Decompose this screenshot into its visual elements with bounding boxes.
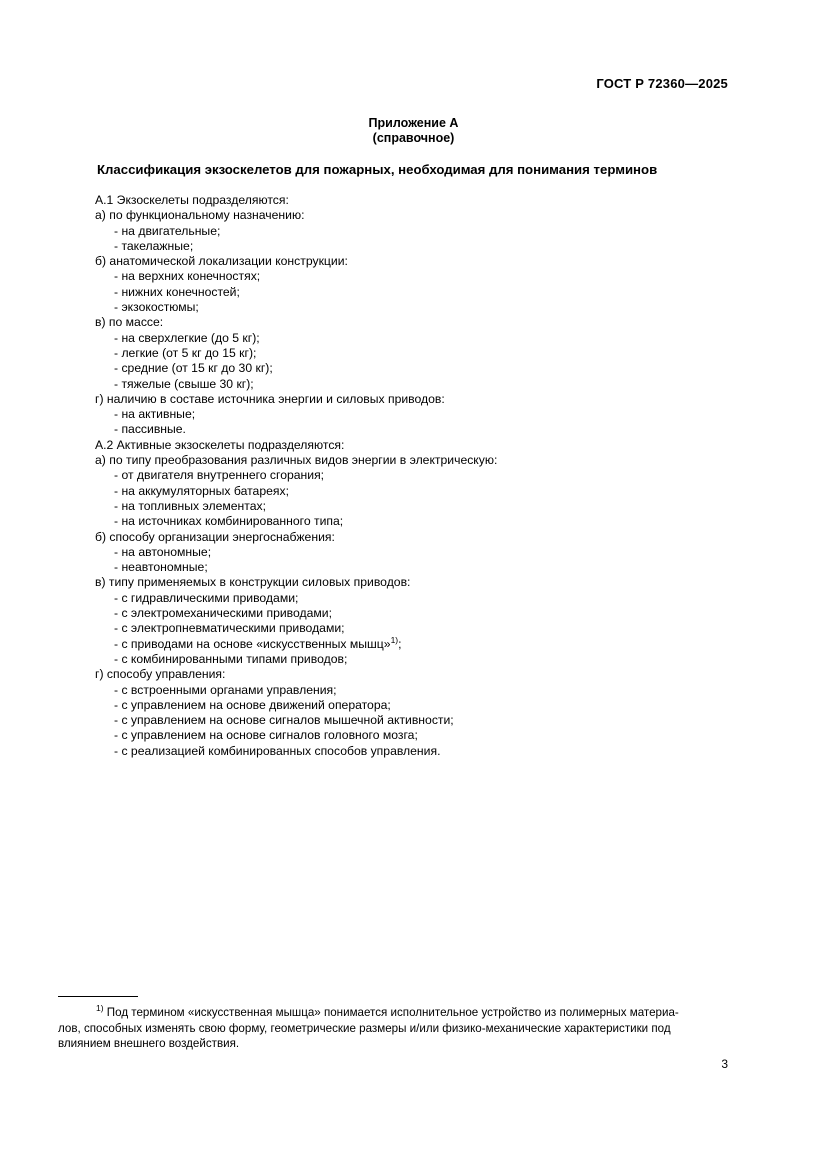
list-item <box>95 514 735 529</box>
list-item-text: - с встроенными органами управления; <box>114 682 337 697</box>
list-item-text: - с управлением на основе движений оператора; <box>114 697 391 712</box>
list-item-heading <box>95 254 735 269</box>
footnote-text-2: лов, способных изменять свою форму, геометрические размеры и/или физико-механические характеристики под <box>58 1021 671 1035</box>
list-item-heading <box>95 453 735 468</box>
list-item-text: - на сверхлегкие (до 5 кг); <box>114 330 260 345</box>
list-item-heading <box>95 208 735 223</box>
list-item <box>95 698 735 713</box>
list-item-heading <box>95 575 735 590</box>
list-item <box>95 346 735 361</box>
list-item <box>95 468 735 483</box>
list-item <box>95 331 735 346</box>
list-item <box>95 300 735 315</box>
footnote-text-3: влиянием внешнего воздействия. <box>58 1037 240 1050</box>
list-item <box>95 713 735 728</box>
document-code: ГОСТ Р 72360—2025 <box>596 76 728 91</box>
list-item <box>95 361 735 376</box>
list-item-text: - неавтономные; <box>114 560 208 575</box>
list-item-text: - на верхних конечностях; <box>114 269 261 284</box>
list-item <box>95 269 735 284</box>
list-item-text: - такелажные; <box>114 238 194 253</box>
appendix-heading <box>0 116 827 146</box>
list-item <box>95 239 735 254</box>
list-item-text: - на топливных элементах; <box>114 498 266 513</box>
list-item-text: г) наличию в составе источника энергии и силовых приводов: <box>95 391 445 406</box>
section-title: Классификация экзоскелетов для пожарных, необходимая для понимания терминов <box>97 162 658 177</box>
page-number: 3 <box>721 1057 728 1071</box>
list-item <box>95 285 735 300</box>
appendix-subtitle: (справочное) <box>372 131 455 145</box>
list-item <box>95 744 735 759</box>
list-item-text: - с управлением на основе сигналов головного мозга; <box>114 728 418 743</box>
list-item <box>95 728 735 743</box>
list-item-text: г) способу управления: <box>95 667 226 682</box>
list-item-text: - экзокостюмы; <box>114 300 199 315</box>
list-item-text: в) типу применяемых в конструкции силовых приводов: <box>95 575 411 590</box>
list-item-text: - с приводами на основе «искусственных мышц» <box>114 636 391 651</box>
list-item <box>95 652 735 667</box>
list-item-text: - с комбинированными типами приводов; <box>114 651 348 666</box>
list-item-heading <box>95 315 735 330</box>
footnote-text-1: Под термином «искусственная мышца» понимается исполнительное устройство из полимерных материа- <box>106 1006 679 1019</box>
list-item-text: - с электропневматическими приводами; <box>114 621 345 636</box>
list-item-heading <box>95 530 735 545</box>
classification-list <box>95 193 735 759</box>
list-item <box>95 683 735 698</box>
list-item-heading <box>95 667 735 682</box>
list-item-text: - нижних конечностей; <box>114 284 240 299</box>
list-item-text: а) по типу преобразования различных видов энергии в электрическую: <box>95 453 498 468</box>
footnote-line <box>58 1005 727 1021</box>
list-item <box>95 606 735 621</box>
list-item-text: - с управлением на основе сигналов мышечной активности; <box>114 713 454 728</box>
list-item <box>95 634 735 652</box>
footnote-reference: 1) <box>390 634 399 645</box>
footnote <box>58 1005 727 1052</box>
list-item <box>95 560 735 575</box>
list-item-text: - средние (от 15 кг до 30 кг); <box>114 361 273 376</box>
list-item-text: - легкие (от 5 кг до 15 кг); <box>114 345 257 360</box>
appendix-title: Приложение А <box>368 116 459 130</box>
list-item-text: б) анатомической локализации конструкции: <box>95 254 348 269</box>
list-item-text: - на двигательные; <box>114 223 221 238</box>
list-item-text: - на активные; <box>114 407 196 422</box>
list-item-text: А.1 Экзоскелеты подразделяются: <box>95 193 289 207</box>
list-item <box>95 224 735 239</box>
list-item-text: в) по массе: <box>95 315 164 330</box>
list-item <box>95 499 735 514</box>
list-item <box>95 621 735 636</box>
list-item-text: - пассивные. <box>114 422 186 437</box>
list-item <box>95 407 735 422</box>
list-item <box>95 484 735 499</box>
list-item-text: - от двигателя внутреннего сгорания; <box>114 468 325 483</box>
list-item-text: - с электромеханическими приводами; <box>114 606 332 621</box>
list-item-heading <box>95 438 735 453</box>
list-item-text: А.2 Активные экзоскелеты подразделяются: <box>95 437 345 452</box>
list-item-text: б) способу организации энергоснабжения: <box>95 529 335 544</box>
list-item-text: - тяжелые (свыше 30 кг); <box>114 376 254 391</box>
list-item-text: - на аккумуляторных батареях; <box>114 483 289 498</box>
list-item-suffix: ; <box>398 636 402 651</box>
list-item-text: - на источниках комбинированного типа; <box>114 514 344 529</box>
list-item <box>95 591 735 606</box>
footnote-divider <box>58 996 138 997</box>
list-item-text: - на автономные; <box>114 544 212 559</box>
footnote-marker: 1) <box>96 1003 104 1013</box>
list-item-heading <box>95 392 735 407</box>
list-item-text: а) по функциональному назначению: <box>95 208 305 223</box>
list-item <box>95 422 735 437</box>
list-item <box>95 377 735 392</box>
list-item-text: - с реализацией комбинированных способов управления. <box>114 743 441 758</box>
list-item <box>95 545 735 560</box>
list-item-heading <box>95 193 735 208</box>
list-item-text: - с гидравлическими приводами; <box>114 590 299 605</box>
